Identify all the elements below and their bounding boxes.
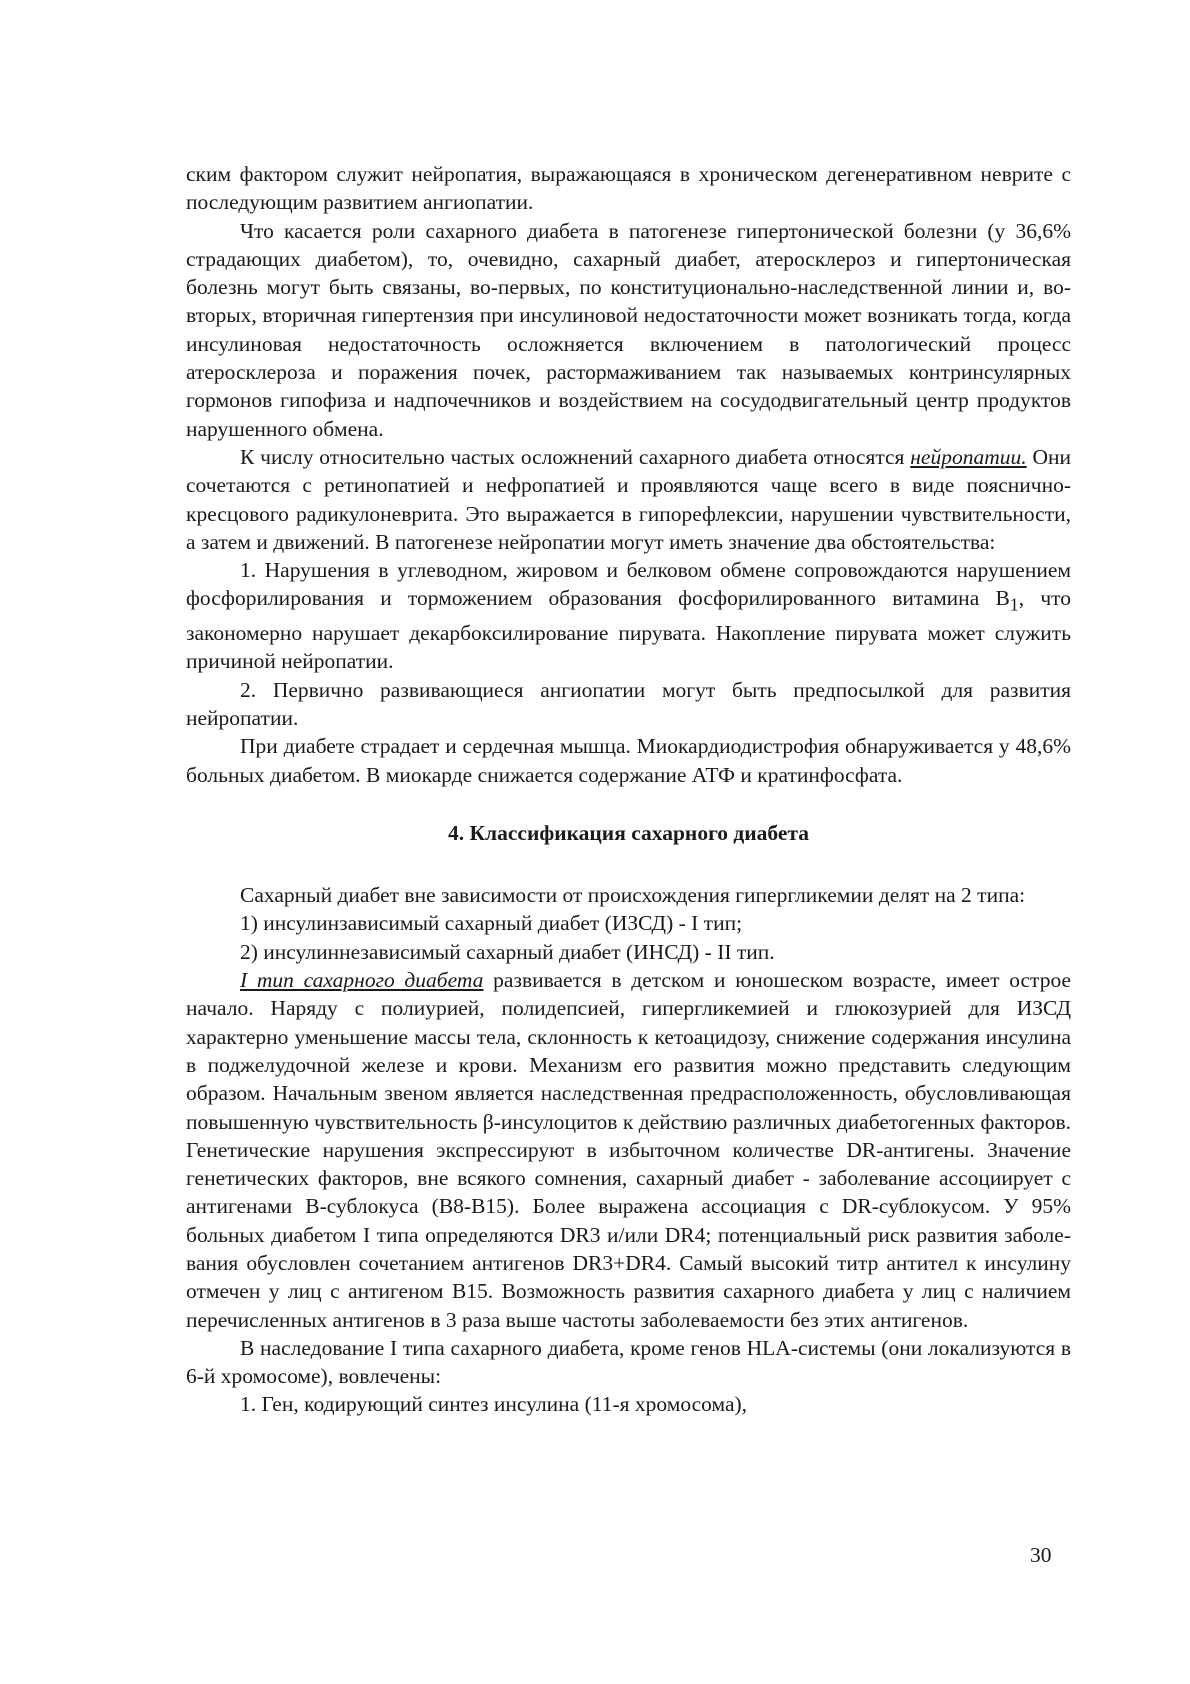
paragraph-text: Они сочетаются с ретинопатией и нефропатией и проявляются чаще всего в виде пояснично-кресцового радикулоневрита. Это выражается в гипорефлексии, нарушении чувствительности, а затем и движений. В патогенезе нейропатии могут иметь значение два обстоятельства: (186, 444, 1071, 554)
paragraph-text: , что закономерно нарушает декарбоксилирование пирувата. Накопление пирувата может служить причиной нейропатии. (186, 586, 1071, 674)
paragraph: ским фактором служит нейропатия, выражающаяся в хроническом дегенеративном неврите с последующим развитием ангиопатии. (186, 162, 1071, 215)
paragraph: В наследование I типа сахарного диабета, кроме генов HLA-системы (они локализуются в 6-й хромосоме), вовлечены: (186, 1335, 1071, 1389)
list-item: 2) инсулиннезависимый сахарный диабет (ИНСД) - II тип. (240, 939, 775, 964)
paragraph: Что касается роли сахарного диабета в патогенезе гипертонической болезни (у 36,6% страдающих диабетом), то, очевидно, сахарный диабет, атеросклероз и гипертоническая болезнь могут быть связаны, во-первых, по конституционально-наследственной линии и, во-вторых, вторичная гипертензия при инсулиновой недостаточности может возникать тогда, когда инсулиновая недостаточность осложняется включением в патологический процесс атеросклероза и поражения почек, растормаживанием так называемых контринсулярных гормонов гипофиза и надпочечников и воздействием на сосудодвигательный центр продуктов нарушенного обмена. (186, 218, 1071, 441)
page-number: 30 (1030, 1543, 1052, 1567)
section-heading: 4. Классификация сахарного диабета (447, 820, 810, 845)
list-item: 2. Первично развивающиеся ангиопатии могут быть предпосылкой для развития нейропатии. (186, 677, 1071, 730)
emphasized-term: I тип сахарного диабета (240, 968, 484, 993)
paragraph (186, 966, 1071, 1334)
paragraph-text: К числу относительно частых осложнений сахарного диабета относятся (240, 444, 911, 469)
list-item: 1) инсулинзависимый сахарный диабет (ИЗСД) - I тип; (240, 911, 743, 936)
paragraph (186, 443, 1071, 556)
paragraph: При диабете страдает и сердечная мышца. Миокардиодистрофия обнаруживается у 48,6% больных диабетом. В миокарде снижается содержание АТФ и кратинфосфата. (186, 734, 1071, 787)
subscript: 1 (1009, 594, 1019, 615)
page-body (186, 160, 1071, 1419)
paragraph: Сахарный диабет вне зависимости от происхождения гипергликемии делят на 2 типа: (240, 883, 1026, 908)
list-item (186, 556, 1071, 675)
paragraph-text: 1. Нарушения в углеводном, жировом и белковом обмене сопровождаются нарушением фосфорилирования и торможением образования фосфорилированного витамина В (186, 558, 1071, 611)
paragraph-text: развивается в детском и юношеском возрасте, имеет острое начало. Наряду с полиурией, полидепсией, гипергликемией и глюкозурией для ИЗСД характерно уменьшение массы тела, склонность к кетоацидозу, снижение содержания инсулина в поджелудочной железе и крови. Механизм его развития можно представить следующим образом. Начальным звеном является наследственная предрасположенность, обусловливающая повышенную чувствительность β-инсулоцитов к действию различных диабетогенных факторов. Генетические нарушения экспрессируют в избыточном количестве DR-антигены. Значение генетических факторов, вне всякого сомнения, сахарный диабет - заболевание ассоциирует с антигенами В-сублокуса (В8-В15). Более выражена ассоциация с DR-сублокусом. У 95% больных диабетом I типа определяются DR3 и/или DR4; потенциальный риск развития заболевания обусловлен сочетанием антигенов DR3+DR4. Самый высокий титр антител к инсулину отмечен у лиц с антигеном В15. Возможность развития сахарного диабета у лиц с наличием перечисленных антигенов в 3 раза выше частоты заболеваемости без этих антигенов. (186, 968, 1072, 1332)
emphasized-term: нейропатии. (910, 444, 1027, 469)
list-item: 1. Ген, кодирующий синтез инсулина (11-я хромосома), (240, 1392, 748, 1417)
